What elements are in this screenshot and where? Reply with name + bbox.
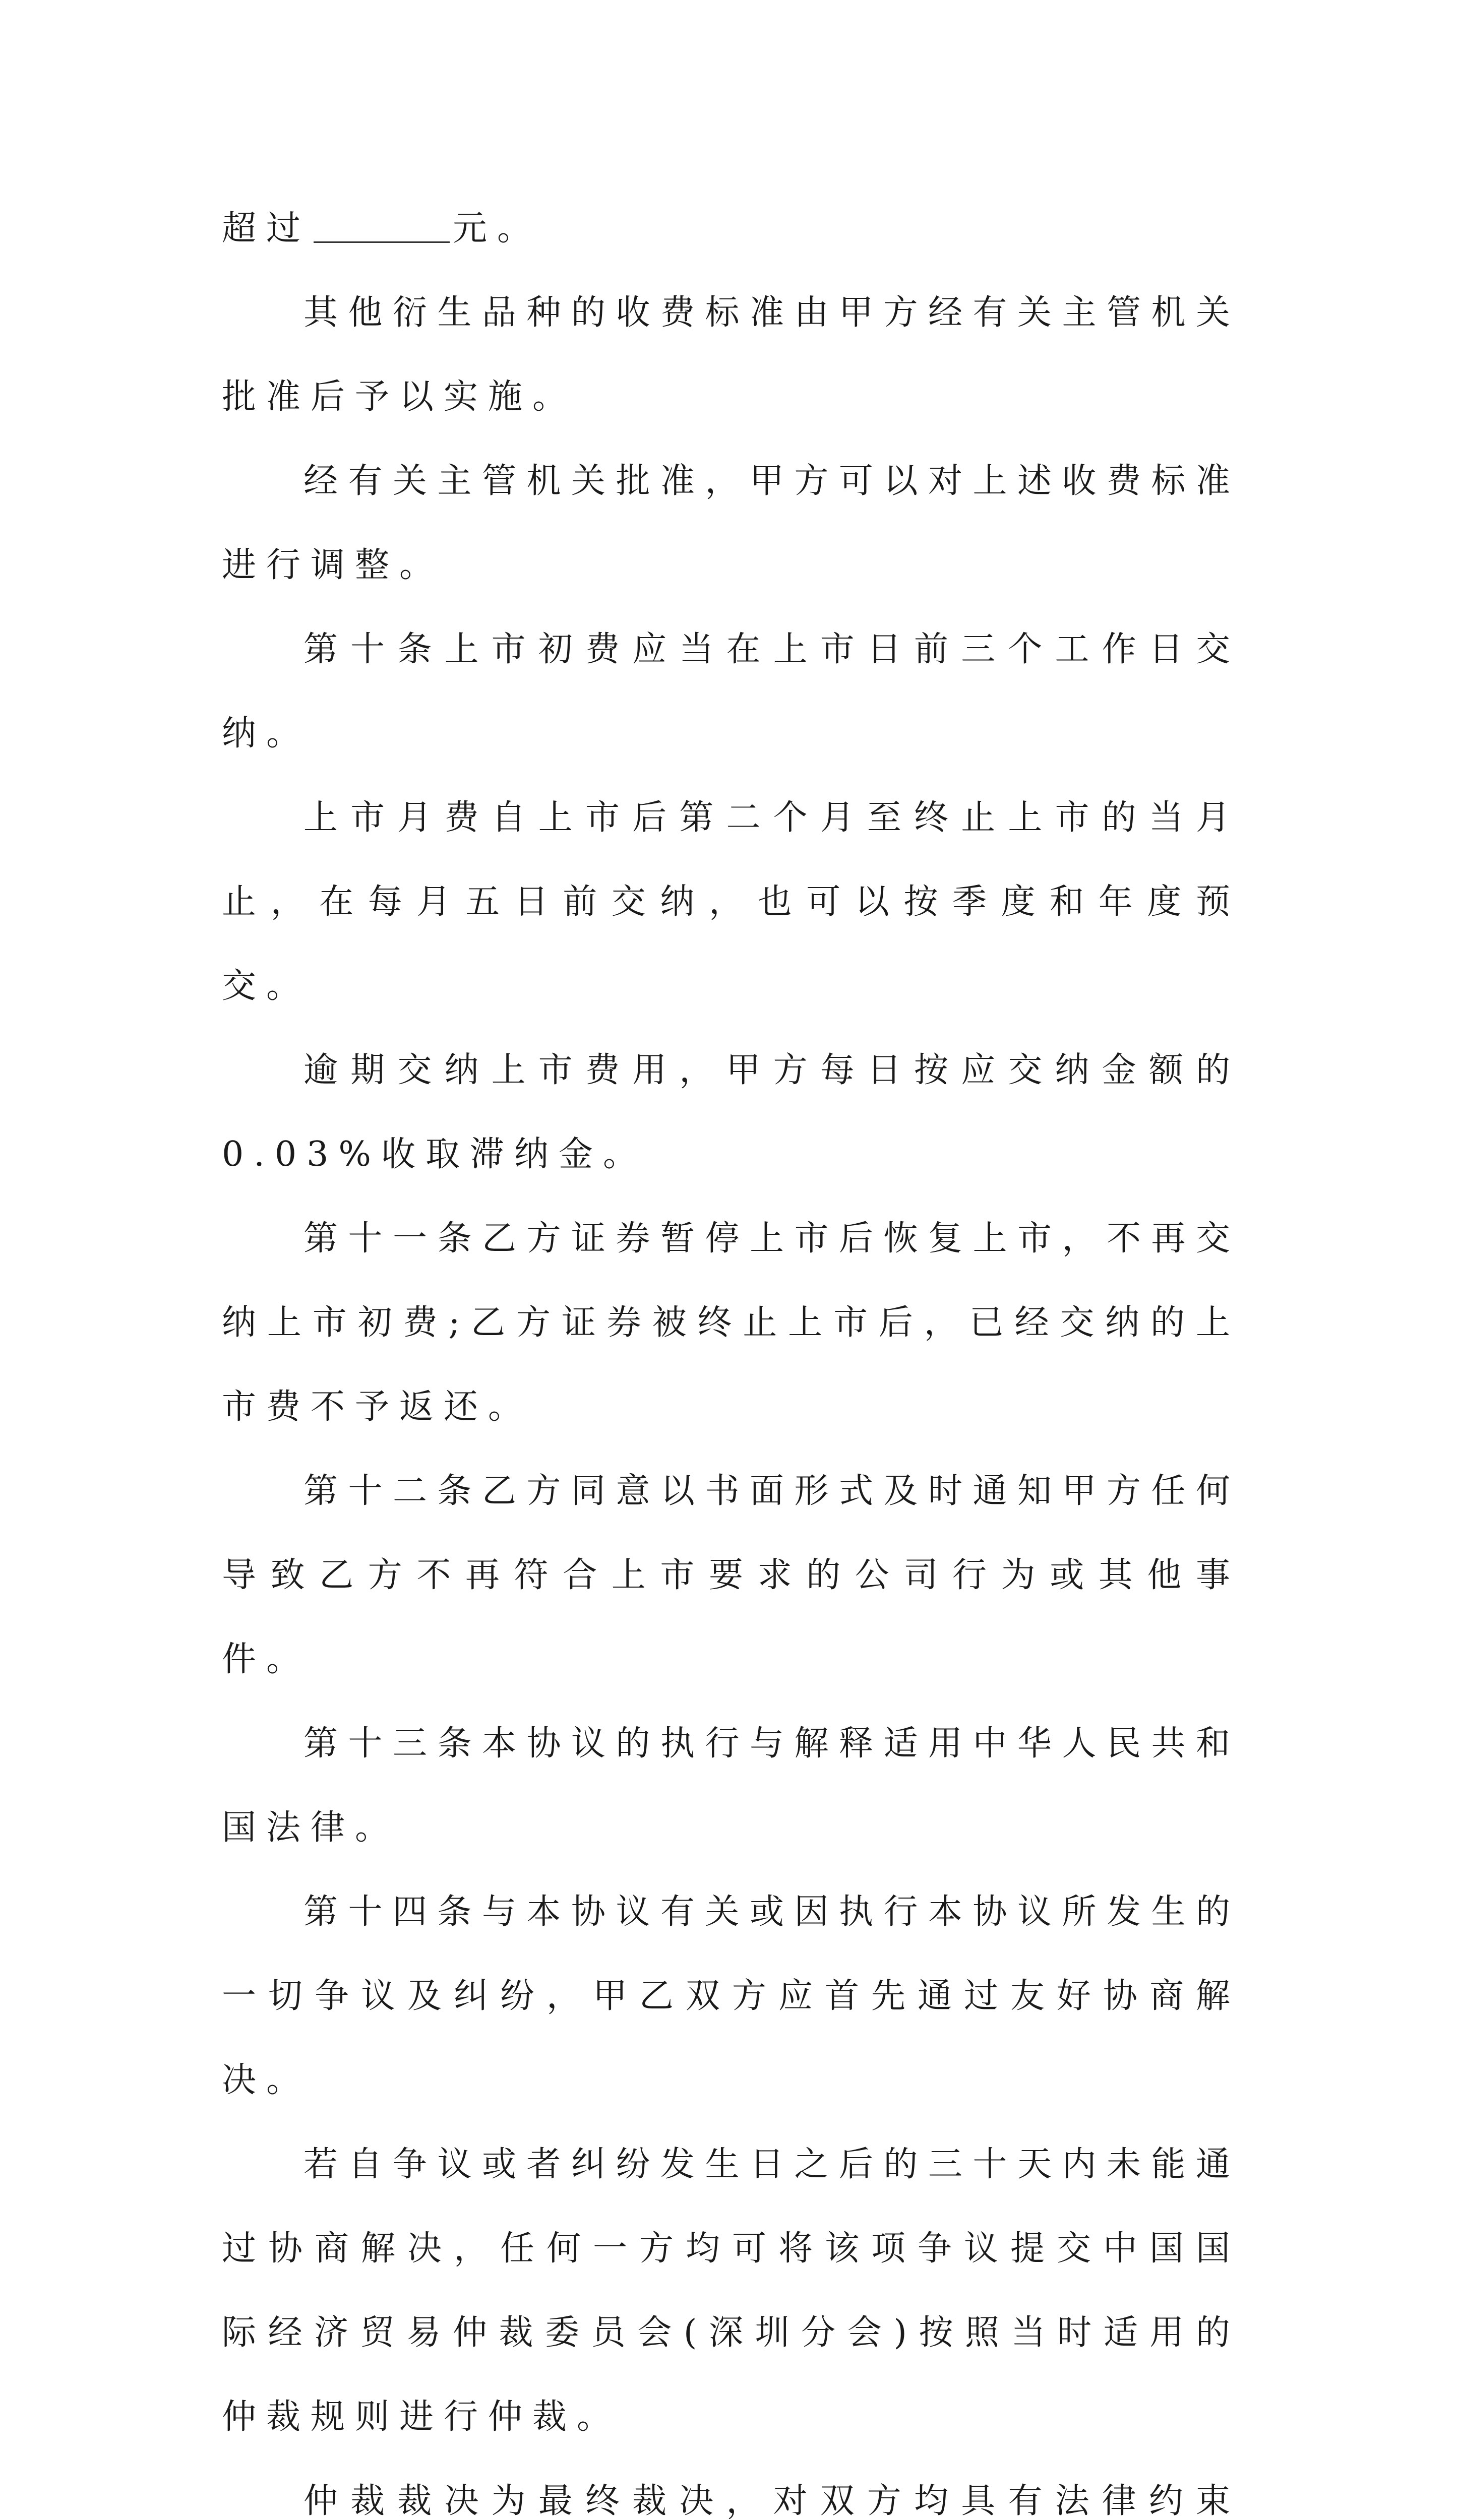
paragraph: 第十一条乙方证券暂停上市后恢复上市，不再交纳上市初费;乙方证券被终止上市后，已经交纳的上市费不予返还。 (222, 1219, 1240, 1427)
paragraph-fee-limit (222, 186, 1240, 271)
paragraph: 仲裁裁决为最终裁决，对双方均具有法律约束 (303, 2481, 1240, 2520)
fee-limit-suffix: 元。 (453, 209, 542, 248)
paragraph: 第十四条与本协议有关或因执行本协议所发生的一切争议及纠纷，甲乙双方应首先通过友好协商解决。 (222, 1892, 1240, 2100)
amount-blank-field (314, 211, 450, 243)
fee-limit-prefix: 超过 (222, 209, 311, 248)
paragraph: 第十三条本协议的执行与解释适用中华人民共和国法律。 (222, 1724, 1240, 1848)
paragraph: 逾期交纳上市费用，甲方每日按应交纳金额的0.03%收取滞纳金。 (222, 1050, 1240, 1174)
paragraph: 上市月费自上市后第二个月至终止上市的当月止，在每月五日前交纳，也可以按季度和年度预交。 (222, 798, 1240, 1006)
paragraph: 第十二条乙方同意以书面形式及时通知甲方任何导致乙方不再符合上市要求的公司行为或其他事件。 (222, 1471, 1240, 1679)
document-body (222, 186, 1240, 2520)
paragraph: 其他衍生品种的收费标准由甲方经有关主管机关批准后予以实施。 (222, 293, 1240, 417)
paragraph: 经有关主管机关批准，甲方可以对上述收费标准进行调整。 (222, 461, 1240, 585)
paragraph: 第十条上市初费应当在上市日前三个工作日交纳。 (222, 629, 1240, 753)
paragraph: 若自争议或者纠纷发生日之后的三十天内未能通过协商解决，任何一方均可将该项争议提交中国国际经济贸易仲裁委员会(深圳分会)按照当时适用的仲裁规则进行仲裁。 (222, 2145, 1240, 2437)
